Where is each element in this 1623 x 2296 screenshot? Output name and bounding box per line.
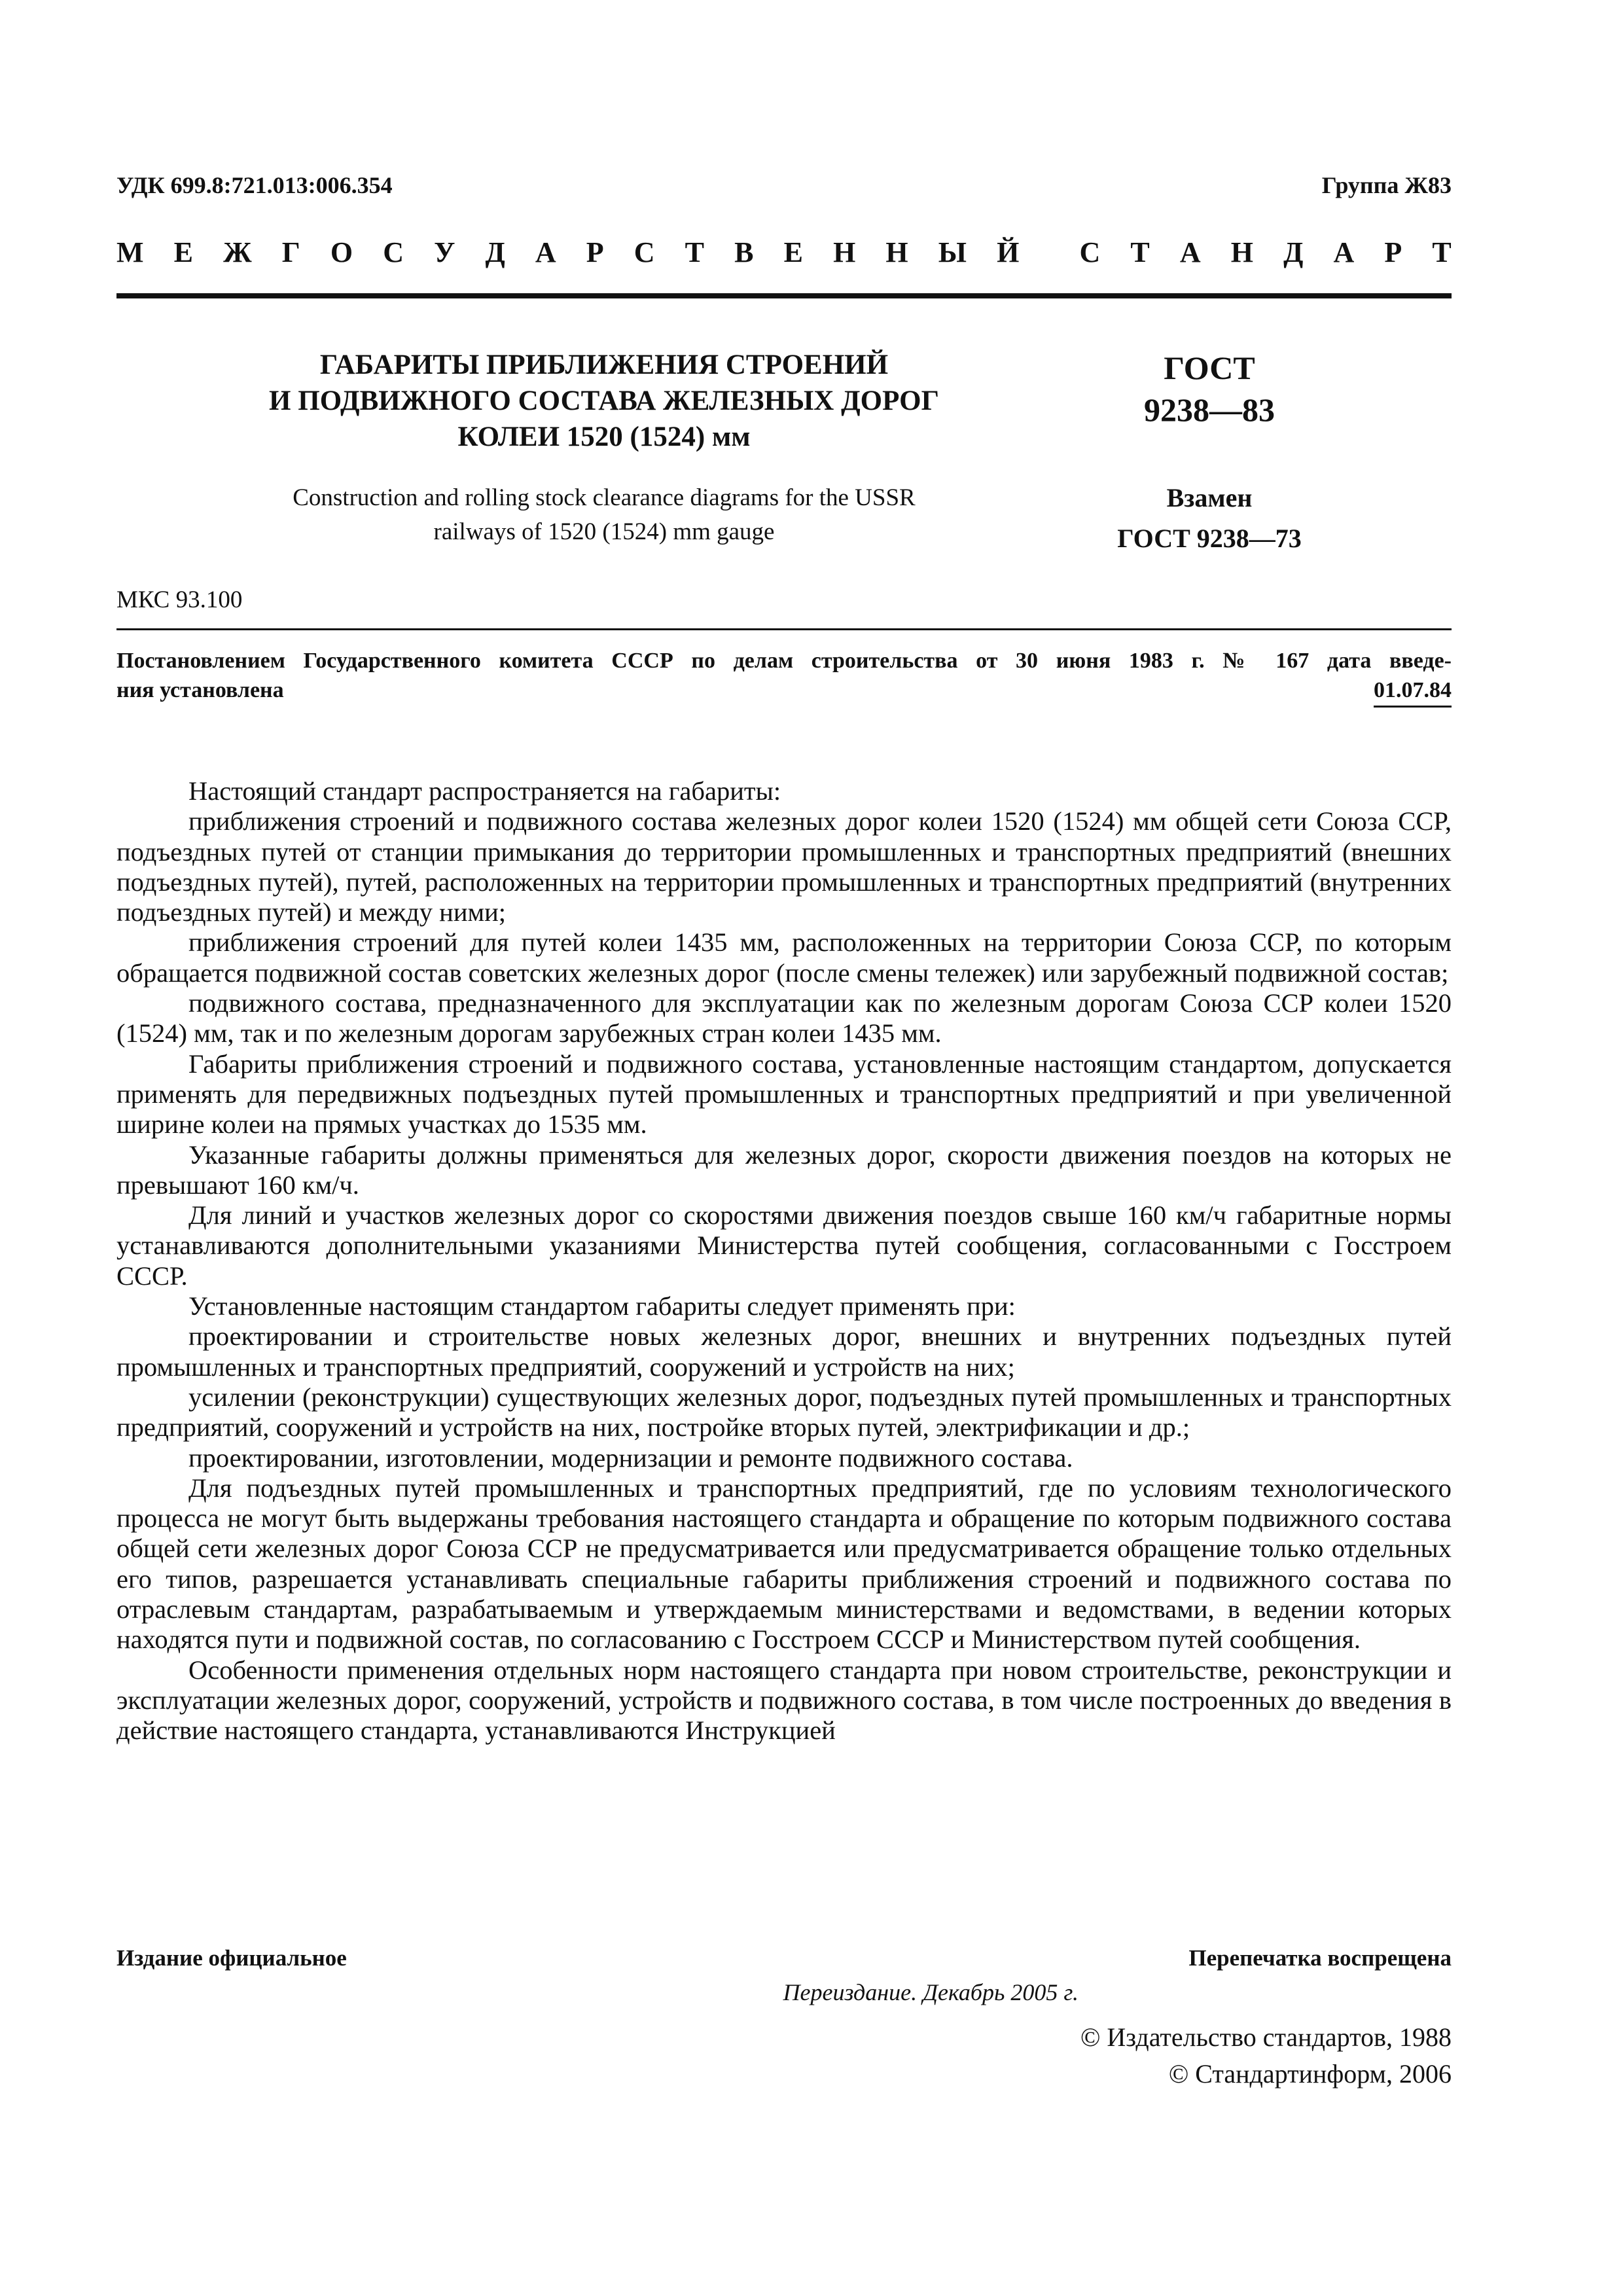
standard-type-letter: Р	[586, 236, 604, 268]
paragraph: Указанные габариты должны применяться для железных дорог, скорости движения поездов на которых не превышают 160 км/ч.	[116, 1139, 1452, 1200]
standard-type-letter: Т	[1432, 236, 1452, 268]
standard-type-letter: А	[1179, 236, 1201, 268]
standard-type-letter: С	[1079, 236, 1101, 268]
standard-type-letter: Е	[783, 236, 803, 268]
reprint-note: Перепечатка воспрещена	[1188, 1945, 1452, 1971]
standard-type-letter: Н	[885, 236, 908, 268]
thin-divider	[116, 628, 1452, 630]
resolution-note	[116, 646, 1452, 708]
introduction-date: 01.07.84	[1374, 675, 1452, 708]
standard-type-letter: А	[1333, 236, 1355, 268]
standard-type-letter: Г	[281, 236, 300, 268]
title-line: ГАБАРИТЫ ПРИБЛИЖЕНИЯ СТРОЕНИЙ	[319, 350, 889, 380]
footer-line	[116, 1945, 1452, 1971]
paragraph: Установленные настоящим стандартом габариты следует применять при:	[188, 1291, 1016, 1321]
paragraph: Габариты приближения строений и подвижного состава, установленные настоящим стандартом, допускается применять для передвижных подъездных путей промышленных и транспортных предприятий и при увеличенной ширине колеи на прямых участках до 1535 мм.	[116, 1049, 1452, 1139]
standard-type-letter: Н	[833, 236, 856, 268]
title-line: КОЛЕИ 1520 (1524) мм	[457, 422, 751, 452]
replaces-value: ГОСТ 9238—73	[1117, 524, 1302, 553]
paragraph: Для линий и участков железных дорог со скоростями движения поездов свыше 160 км/ч габаритные нормы устанавливаются дополнительными указаниями Министерства путей сообщения, согласованными с Госстроем СССР.	[116, 1200, 1452, 1291]
replaces-block	[1092, 478, 1327, 559]
standard-type-letter: Е	[173, 236, 193, 268]
resolution-line: Постановлением Государственного комитета СССР по делам строительства от 30 июня 1983 г. № 167 дата введе-	[116, 649, 1452, 673]
standard-type-letter: Ы	[938, 236, 967, 268]
standard-type-letter: С	[633, 236, 655, 268]
standard-type-letter: А	[535, 236, 556, 268]
edition-note: Издание официальное	[116, 1945, 347, 1971]
standard-type-letter: У	[434, 236, 455, 268]
paragraph: Для подъездных путей промышленных и транспортных предприятий, где по условиям технологического процесса не могут быть выдержаны требования настоящего стандарта и обращение по которым подвижного состава общей сети железных дорог Союза ССР не предусматривается или предусматривается обращение только отдельных его типов, разрешается устанавливать специальные габариты приближения строений и подвижного состава по отраслевым стандартам, разрабатываемым и утверждаемым министерствами и ведомствами, в ведении которых находятся пути и подвижной состав, по согласованию с Госстроем СССР и Министерством путей сообщения.	[116, 1473, 1452, 1655]
paragraph: приближения строений для путей колеи 1435 мм, расположенных на территории Союза ССР, по которым обращается подвижной состав советских железных дорог (после смены тележек) или зарубежный подвижной состав;	[116, 927, 1452, 988]
copyright-block	[836, 2019, 1452, 2092]
gost-designation	[1092, 347, 1327, 431]
english-title: Construction and rolling stock clearance diagrams for the USSR railways of 1520 (1524) mm gauge	[293, 484, 916, 545]
standard-type-letter: Р	[1384, 236, 1402, 268]
standard-type-letter: Й	[997, 236, 1020, 268]
standard-type-letter: Т	[685, 236, 705, 268]
paragraph: приближения строений и подвижного состава железных дорог колеи 1520 (1524) мм общей сети Союза ССР, подъездных путей от станции примыкания до территории промышленных и транспортных предприятий (внешних подъездных путей), путей, расположенных на территории промышленных и транспортных предприятий (внутренних подъездных путей) и между ними;	[116, 806, 1452, 927]
paragraph: проектировании и строительстве новых железных дорог, внешних и внутренних подъездных путей промышленных и транспортных предприятий, сооружений и устройств на них;	[116, 1321, 1452, 1382]
copyright-line: © Издательство стандартов, 1988	[1080, 2022, 1452, 2052]
udk-code: УДК 699.8:721.013:006.354	[116, 172, 393, 198]
gost-number: 9238—83	[1144, 391, 1275, 428]
header-line	[116, 171, 1452, 199]
paragraph: проектировании, изготовлении, модернизации и ремонте подвижного состава.	[188, 1443, 1073, 1473]
replaces-label: Взамен	[1166, 483, 1253, 512]
title-line: И ПОДВИЖНОГО СОСТАВА ЖЕЛЕЗНЫХ ДОРОГ	[269, 386, 939, 416]
standard-type-letter: В	[734, 236, 754, 268]
copyright-line: © Стандартинформ, 2006	[1168, 2059, 1452, 2089]
resolution-line	[116, 675, 1452, 708]
standard-type-letter: Д	[1283, 236, 1304, 268]
standard-type-letter: Ж	[223, 236, 252, 268]
standard-type-letter: С	[383, 236, 404, 268]
paragraph: Особенности применения отдельных норм настоящего стандарта при новом строительстве, реконструкции и эксплуатации железных дорог, сооружений, устройств и подвижного состава, в том числе построенных до введения в действие настоящего стандарта, устанавливаются Инструкцией	[116, 1655, 1452, 1746]
document-page	[116, 0, 1452, 2296]
resolution-line-end: ния установлена	[116, 678, 284, 702]
document-title	[251, 347, 957, 455]
standard-type-letter: Д	[485, 236, 505, 268]
body-text	[116, 776, 1452, 1746]
gost-label: ГОСТ	[1164, 350, 1255, 386]
thick-divider	[116, 293, 1452, 298]
paragraph: подвижного состава, предназначенного для эксплуатации как по железным дорогам Союза ССР колеи 1520 (1524) мм, так и по железным дорогам зарубежных стран колеи 1435 мм.	[116, 988, 1452, 1049]
standard-type-letter: Т	[1130, 236, 1150, 268]
standard-type-letter: М	[116, 236, 144, 268]
reissue-note: Переиздание. Декабрь 2005 г.	[783, 1979, 1079, 2005]
standard-type-heading	[116, 236, 1452, 269]
mks-code: МКС 93.100	[116, 586, 243, 613]
group-code: Группа Ж83	[1321, 172, 1452, 198]
paragraph: усилении (реконструкции) существующих железных дорог, подъездных путей промышленных и транспортных предприятий, сооружений и устройств на них, постройке вторых путей, электрификации и др.;	[116, 1382, 1452, 1443]
paragraph: Настоящий стандарт распространяется на габариты:	[188, 776, 781, 806]
standard-type-letter: Н	[1230, 236, 1254, 268]
standard-type-letter: О	[330, 236, 353, 268]
